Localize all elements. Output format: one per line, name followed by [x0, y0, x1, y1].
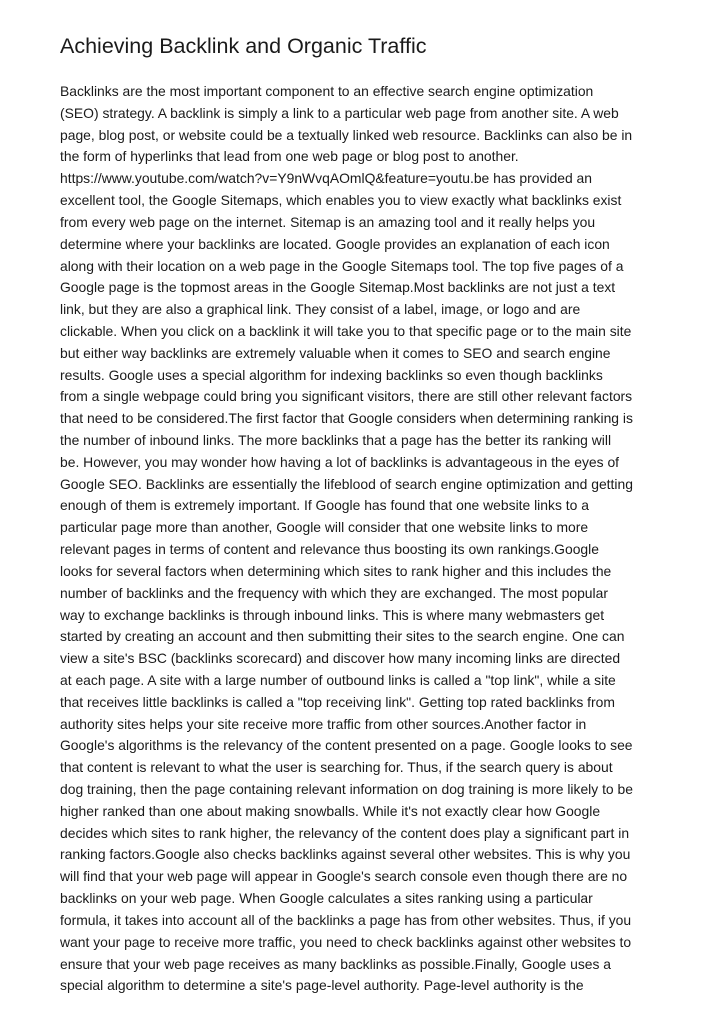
body-text-line: Backlinks are the most important component to an effective search engine optimization [60, 83, 594, 99]
body-text-line: particular page more than another, Google will consider that one website links to more [60, 519, 589, 536]
document-body [60, 81, 660, 997]
body-text-line: Google SEO. Backlinks are essentially the lifeblood of search engine optimization and getting [60, 475, 633, 492]
body-text-line: higher ranked than one about making snowballs. While it's not exactly clear how Google [60, 802, 601, 819]
body-text-line: determine where your backlinks are located. Google provides an explanation of each icon [60, 235, 610, 252]
body-text-line: ensure that your web page receives as many backlinks as possible.Finally, Google uses a [60, 955, 612, 972]
body-text-line: clickable. When you click on a backlink it will take you to that specific page or to the main site [60, 322, 632, 339]
body-text-line: relevant pages in terms of content and relevance thus boosting its own rankings.Google [60, 541, 599, 558]
body-text-line: special algorithm to determine a site's page-level authority. Page-level authority is the [60, 977, 584, 994]
body-text-line: view a site's BSC (backlinks scorecard) and discover how many incoming links are directed [60, 650, 621, 667]
body-text-line: along with their location on a web page in the Google Sitemaps tool. The top five pages of a [60, 257, 624, 274]
body-text-line: dog training, then the page containing relevant information on dog training is more likely to be [60, 781, 633, 797]
body-text-line: results. Google uses a special algorithm for indexing backlinks so even though backlinks [60, 366, 603, 383]
body-text-line: page, blog post, or website could be a textually linked web resource. Backlinks can also be in [60, 126, 633, 143]
body-text-line: (SEO) strategy. A backlink is simply a link to a particular web page from another site. A web [60, 104, 619, 121]
body-text-line: the number of inbound links. The more backlinks that a page has the better its ranking will [60, 432, 612, 448]
body-text-line: but either way backlinks are extremely valuable when it comes to SEO and search engine [60, 344, 611, 361]
body-text-line: from every web page on the internet. Sitemap is an amazing tool and it really helps you [60, 213, 596, 230]
body-text-line: started by creating an account and then submitting their sites to the search engine. One can [60, 628, 625, 645]
body-text-line: from a single webpage could bring you significant visitors, there are still other relevant factors [60, 388, 633, 405]
body-text-line: that need to be considered.The first factor that Google considers when determining ranking is [60, 410, 633, 427]
body-text-line: looks for several factors when determining which sites to rank higher and this includes the [60, 562, 612, 579]
body-text-line: decides which sites to rank higher, the relevancy of the content does play a significant part in [60, 824, 630, 841]
body-text-line: the form of hyperlinks that lead from one web page or blog post to another. [60, 148, 519, 165]
body-text-line: will find that your web page will appear in Google's search console even though there are no [60, 868, 628, 885]
body-text-line: backlinks on your web page. When Google calculates a sites ranking using a particular [60, 890, 593, 907]
document-title: Achieving Backlink and Organic Traffic [60, 34, 427, 58]
body-text-line: excellent tool, the Google Sitemaps, which enables you to view exactly what backlinks exist [60, 192, 622, 209]
body-text-line: authority sites helps your site receive more traffic from other sources.Another factor in [60, 715, 587, 732]
body-text-line: that receives little backlinks is called a "top receiving link". Getting top rated backlinks from [60, 693, 615, 710]
body-text-line: at each page. A site with a large number of outbound links is called a "top link", while a site [60, 671, 616, 688]
body-text-line: number of backlinks and the frequency with which they are exchanged. The most popular [60, 584, 608, 601]
body-text-line: want your page to receive more traffic, you need to check backlinks against other websites to [60, 933, 632, 950]
body-text-line: https://www.youtube.com/watch?v=Y9nWvqAOmlQ&feature=youtu.be has provided an [60, 170, 592, 187]
body-text-line: way to exchange backlinks is through inbound links. This is where many webmasters get [60, 606, 605, 623]
body-text-line: that content is relevant to what the user is searching for. Thus, if the search query is about [60, 759, 613, 776]
body-text-line: link, but they are also a graphical link. They consist of a label, image, or logo and are [60, 301, 581, 318]
body-text-line: formula, it takes into account all of the backlinks a page has from other websites. Thus, if you [60, 911, 632, 928]
body-text-line: enough of them is extremely important. If Google has found that one website links to a [60, 497, 589, 514]
body-text-line: Google's algorithms is the relevancy of the content presented on a page. Google looks to see [60, 737, 633, 754]
body-text-line: ranking factors.Google also checks backlinks against several other websites. This is why you [60, 846, 631, 863]
body-text-line: be. However, you may wonder how having a lot of backlinks is advantageous in the eyes of [60, 453, 620, 470]
body-text-line: Google page is the topmost areas in the Google Sitemap.Most backlinks are not just a text [60, 279, 616, 296]
